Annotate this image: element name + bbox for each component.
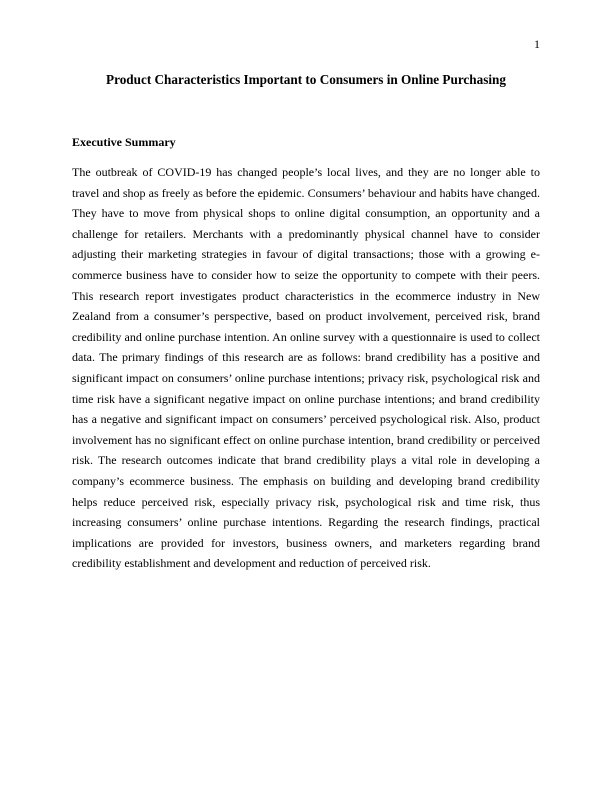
document-title: Product Characteristics Important to Consumers in Online Purchasing	[106, 72, 506, 87]
section-heading: Executive Summary	[72, 135, 176, 149]
executive-summary-paragraph: The outbreak of COVID-19 has changed people’s local lives, and they are no longer able to travel and shop as freely as before the epidemic. Consumers’ behaviour and habits have changed. They have to move from physical shops to online digital consumption, an opportunity and a challenge for retailers. Merchants with a predominantly physical channel have to consider adjusting their marketing strategies in favour of digital transactions; those with a growing e-commerce business have to consider how to seize the opportunity to compete with their peers. This research report investigates product characteristics in the ecommerce industry in New Zealand from a consumer’s perspective, based on product involvement, perceived risk, brand credibility and online purchase intention. An online survey with a questionnaire is used to collect data. The primary findings of this research are as follows: brand credibility has a positive and significant impact on consumers’ online purchase intentions; privacy risk, psychological risk and time risk have a significant negative impact on online purchase intentions; and brand credibility has a negative and significant impact on consumers’ perceived psychological risk. Also, product involvement has no significant effect on online purchase intention, brand credibility or perceived risk. The research outcomes indicate that brand credibility plays a vital role in developing a company’s ecommerce business. The emphasis on building and developing brand credibility helps reduce perceived risk, especially privacy risk, psychological risk and time risk, thus increasing consumers’ online purchase intentions. Regarding the research findings, practical implications are provided for investors, business owners, and marketers regarding brand credibility establishment and development and reduction of perceived risk.	[72, 165, 540, 571]
page-number: 1	[534, 37, 540, 51]
